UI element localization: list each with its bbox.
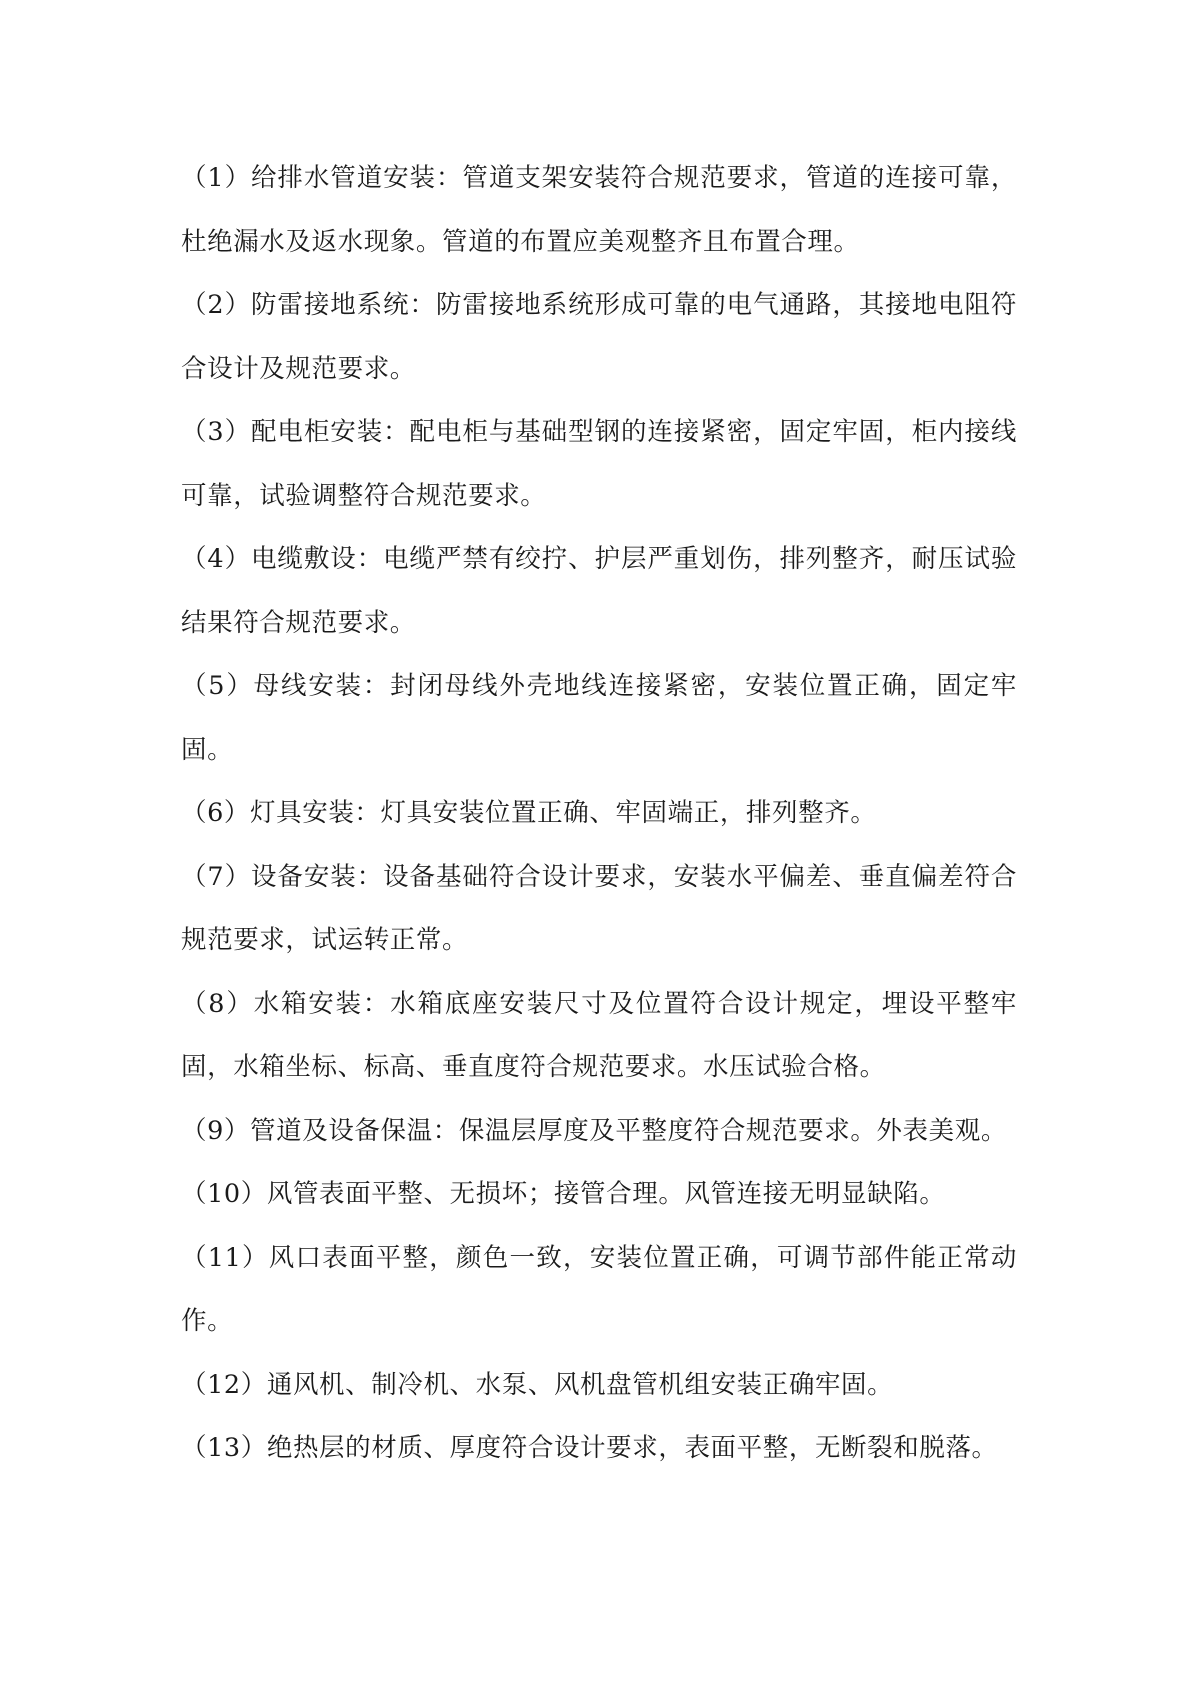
document-body	[181, 147, 1017, 1481]
paragraph-7: （7）设备安装：设备基础符合设计要求，安装水平偏差、垂直偏差符合规范要求，试运转正常。	[181, 861, 1017, 955]
paragraph-8: （8）水箱安装：水箱底座安装尺寸及位置符合设计规定，埋设平整牢固，水箱坐标、标高、垂直度符合规范要求。水压试验合格。	[181, 988, 1017, 1082]
paragraph-12: （12）通风机、制冷机、水泵、风机盘管机组安装正确牢固。	[181, 1369, 894, 1400]
paragraph-4: （4）电缆敷设：电缆严禁有绞拧、护层严重划伤，排列整齐，耐压试验结果符合规范要求。	[181, 544, 1017, 638]
paragraph-5: （5）母线安装：封闭母线外壳地线连接紧密，安装位置正确，固定牢固。	[181, 671, 1017, 765]
paragraph-10: （10）风管表面平整、无损坏；接管合理。风管连接无明显缺陷。	[181, 1179, 946, 1209]
paragraph-3: （3）配电柜安装：配电柜与基础型钢的连接紧密，固定牢固，柜内接线可靠，试验调整符合规范要求。	[181, 417, 1017, 511]
paragraph-2: （2）防雷接地系统：防雷接地系统形成可靠的电气通路，其接地电阻符合设计及规范要求。	[181, 290, 1017, 384]
paragraph-9: （9）管道及设备保温：保温层厚度及平整度符合规范要求。外表美观。	[181, 1115, 1007, 1146]
paragraph-11: （11）风口表面平整，颜色一致，安装位置正确，可调节部件能正常动作。	[181, 1242, 1017, 1336]
paragraph-13: （13）绝热层的材质、厚度符合设计要求，表面平整，无断裂和脱落。	[181, 1433, 998, 1463]
paragraph-6: （6）灯具安装：灯具安装位置正确、牢固端正，排列整齐。	[181, 798, 877, 828]
paragraph-1: （1）给排水管道安装：管道支架安装符合规范要求，管道的连接可靠，杜绝漏水及返水现象。管道的布置应美观整齐且布置合理。	[181, 163, 1017, 257]
